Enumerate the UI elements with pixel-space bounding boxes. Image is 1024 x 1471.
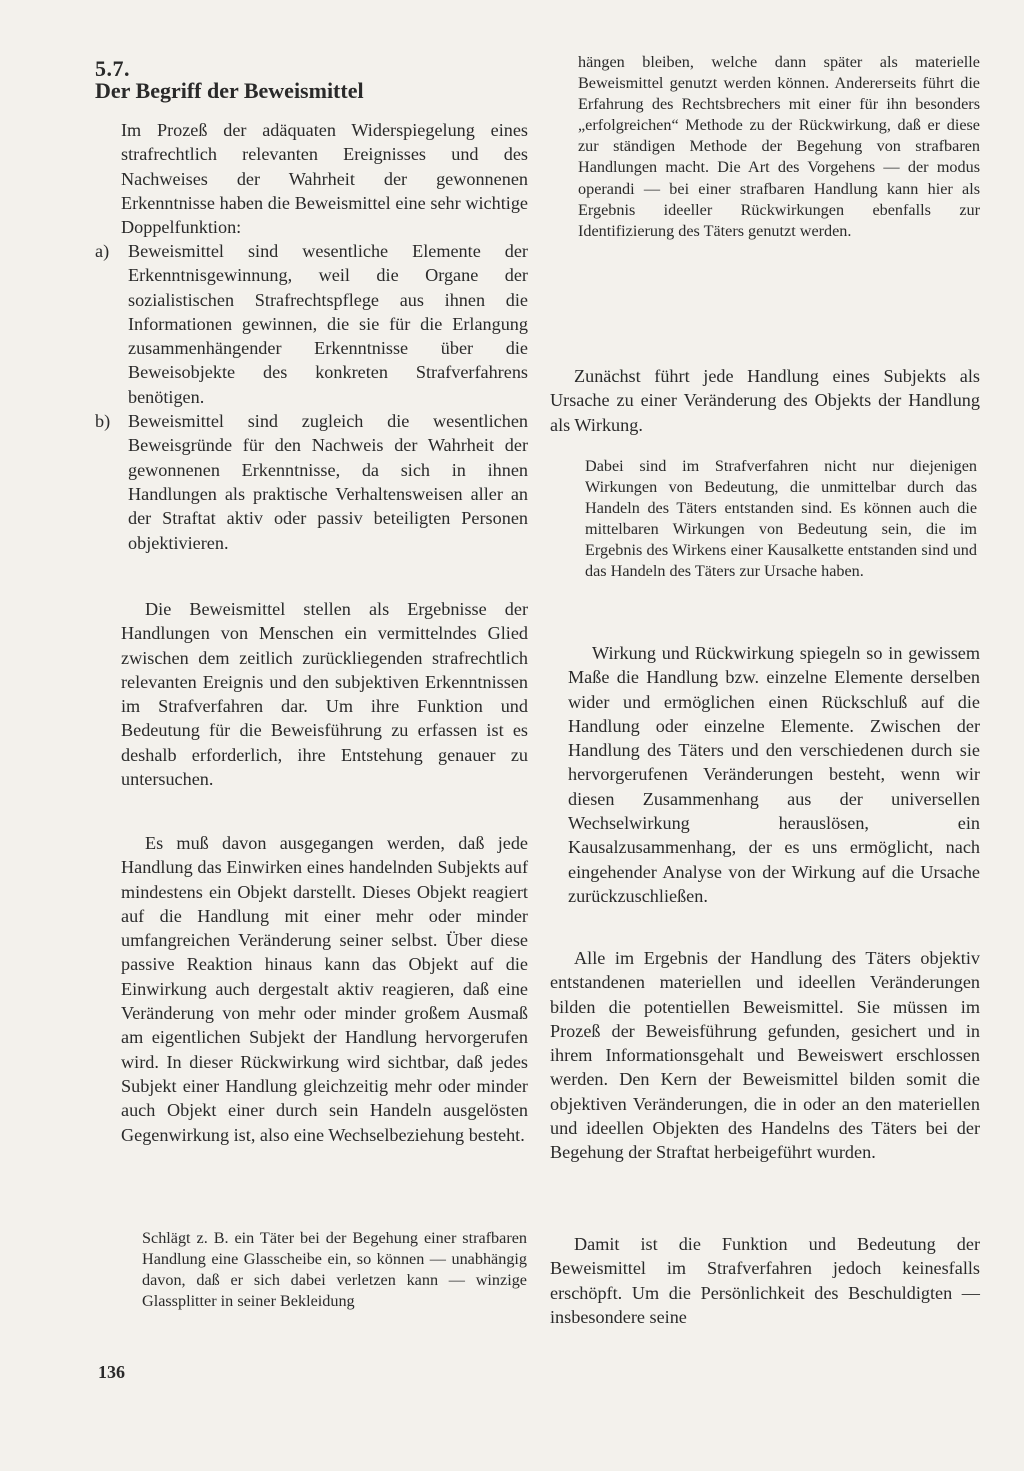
paragraph: Es muß davon ausgegangen werden, daß jede Handlung das Einwirken eines handelnden Subjekts auf mindestens ein Objekt darstellt. Dieses Objekt reagiert auf die Handlung mit einer mehr oder minder umfangreichen Veränderung seiner selbst. Über diese passive Reaktion hinaus kann das Objekt auf die Einwirkung auch dergestalt aktiv reagieren, daß eine Veränderung von mehr oder minder großem Ausmaß am eigentlichen Subjekt der Handlung hervorgerufen wird. In dieser Rückwirkung wird sichtbar, daß jedes Subjekt einer Handlung gleichzeitig mehr oder minder auch Objekt einer durch sein Handeln ausgelösten Gegenwirkung ist, also eine Wechselbeziehung besteht. xyxy=(121,833,528,1145)
page-number: 136 xyxy=(98,1362,125,1382)
paragraph: Wirkung und Rückwirkung spiegeln so in gewissem Maße die Handlung bzw. einzelne Elemente derselben wider und ermöglichen einen Rückschluß auf die Handlung oder einzelne Elemente. Zwischen der Handlung des Täters und den verschiedenen durch sie hervorgerufenen Veränderungen besteht, wenn wir diesen Zusammenhang aus der universellen Wechselwirkung herauslösen, ein Kausalzusammenhang, der es uns ermöglicht, nach eingehender Analyse von der Wirkung auf die Ursache zurückzuschließen. xyxy=(568,643,980,906)
list-item-text: Beweismittel sind wesentliche Elemente der Erkenntnisgewinnung, weil die Organe der sozialistischen Strafrechtspflege aus ihnen die Informationen gewinnen, die sie für die Erlangung zusammenhängender Erkenntnisse über die Beweisobjekte des konkreten Strafverfahrens benötigen. xyxy=(128,241,528,407)
list-item-text: Beweismittel sind zugleich die wesentlichen Beweisgründe für den Nachweis der Wahrheit der gewonnenen Erkenntnisse, da sich in ihnen Handlungen als praktische Verhaltensweisen aller an der Straftat aktiv oder passiv beteiligten Personen objektivieren. xyxy=(128,411,528,553)
example-paragraph: hängen bleiben, welche dann später als materielle Beweismittel genutzt werden können. Andererseits führt die Erfahrung des Rechtsbrechers mit einer für ihn besonders „erfolgreichen“ Methode zu der Rückwirkung, daß er diese zur ständigen Methode der Begehung von strafbaren Handlungen macht. Die Art des Vorgehens — der modus operandi — bei einer strafbaren Handlung kann hier als Ergebnis ideeller Rückwirkungen ebenfalls zur Identifizierung des Täters genutzt werden. xyxy=(578,53,980,240)
list-marker: a) xyxy=(95,241,110,261)
list-item xyxy=(95,409,528,555)
section-number: 5.7. xyxy=(95,56,130,81)
paragraph: Damit ist die Funktion und Bedeutung der Beweismittel im Strafverfahren jedoch keinesfalls erschöpft. Um die Persönlichkeit des Beschuldigten — insbesondere seine xyxy=(550,1234,980,1327)
example-paragraph: Schlägt z. B. ein Täter bei der Begehung einer strafbaren Handlung eine Glasscheibe ein, so können — unabhängig davon, daß er sich dabei verletzen kann — winzige Glassplitter in seiner Bekleidung xyxy=(142,1229,527,1311)
section-title: Der Begriff der Beweismittel xyxy=(95,78,364,103)
paragraph: Zunächst führt jede Handlung eines Subjekts als Ursache zu einer Veränderung des Objekts der Handlung als Wirkung. xyxy=(550,366,980,435)
example-paragraph: Dabei sind im Strafverfahren nicht nur diejenigen Wirkungen von Bedeutung, die unmittelbar durch das Handeln des Täters entstanden sind. Es können auch die mittelbaren Wirkungen von Bedeutung sein, die im Ergebnis des Wirkens einer Kausalkette entstanden sind und das Handeln des Täters zur Ursache haben. xyxy=(585,457,977,581)
function-list xyxy=(95,239,528,555)
paragraph: Die Beweismittel stellen als Ergebnisse der Handlungen von Menschen ein vermittelndes Glied zwischen dem zeitlich zurückliegenden strafrechtlich relevanten Ereignis und den subjektiven Erkenntnissen im Strafverfahren dar. Um ihre Funktion und Bedeutung für die Beweisführung zu erfassen ist es deshalb erforderlich, ihre Entstehung genauer zu untersuchen. xyxy=(121,599,528,790)
list-item xyxy=(95,239,528,409)
paragraph: Alle im Ergebnis der Handlung des Täters objektiv entstandenen materiellen und ideellen Veränderungen bilden die potentiellen Beweismittel. Sie müssen im Prozeß der Beweisführung gefunden, gesichert und in ihrem Informationsgehalt und Beweiswert erschlossen werden. Den Kern der Beweismittel bilden somit die objektiven Veränderungen, die in oder an den materiellen und ideellen Objekten des Handelns des Täters bei der Begehung der Straftat herbeigeführt wurden. xyxy=(550,948,980,1163)
list-marker: b) xyxy=(95,411,111,432)
intro-paragraph: Im Prozeß der adäquaten Widerspiegelung eines strafrechtlich relevanten Ereignisses und des Nachweises der Wahrheit der gewonnenen Erkenntnisse haben die Beweismittel eine sehr wichtige Doppelfunktion: xyxy=(121,120,528,238)
